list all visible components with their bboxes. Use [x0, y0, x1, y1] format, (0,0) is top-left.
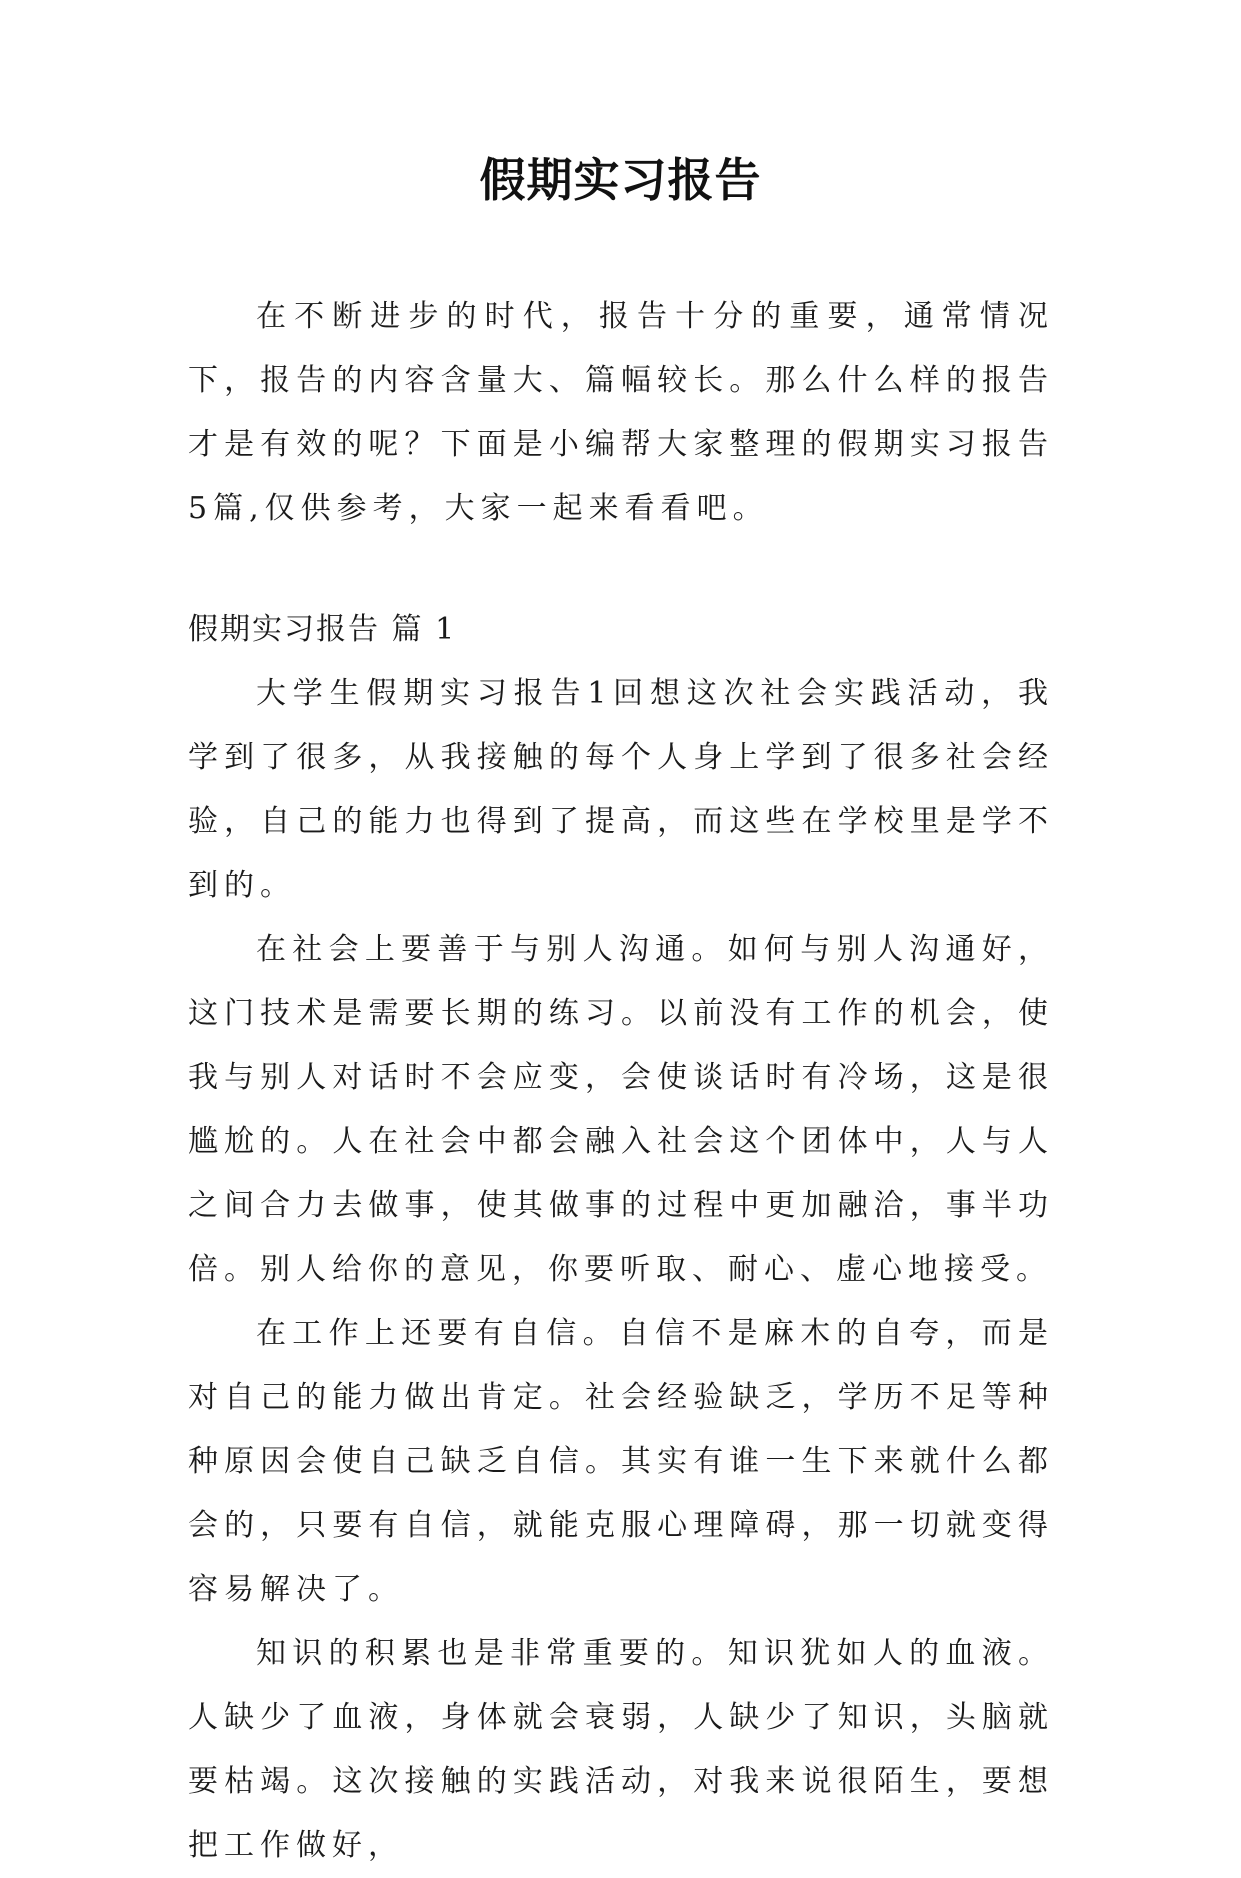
body-paragraph: 大学生假期实习报告1回想这次社会实践活动，我学到了很多，从我接触的每个人身上学到了很多社会经验，自己的能力也得到了提高，而这些在学校里是学不到的。: [188, 676, 1054, 903]
body-paragraph: 在社会上要善于与别人沟通。如何与别人沟通好，这门技术是需要长期的练习。以前没有工作的机会，使我与别人对话时不会应变，会使谈话时有冷场，这是很尴尬的。人在社会中都会融入社会这个团体中，人与人之间合力去做事，使其做事的过程中更加融洽，事半功倍。别人给你的意见，你要听取、耐心、虚心地接受。: [188, 932, 1054, 1287]
body-paragraph: 知识的积累也是非常重要的。知识犹如人的血液。人缺少了血液，身体就会衰弱，人缺少了知识，头脑就要枯竭。这次接触的实践活动，对我来说很陌生，要想把工作做好，: [188, 1636, 1054, 1863]
intro-paragraph: 在不断进步的时代，报告十分的重要，通常情况下，报告的内容含量大、篇幅较长。那么什么样的报告才是有效的呢？下面是小编帮大家整理的假期实习报告5篇,仅供参考，大家一起来看看吧。: [188, 299, 1054, 526]
section-heading: 假期实习报告 篇 1: [188, 612, 457, 647]
document-body: [188, 285, 1054, 1878]
document-title: 假期实习报告: [479, 153, 762, 207]
body-paragraph: 在工作上还要有自信。自信不是麻木的自夸，而是对自己的能力做出肯定。社会经验缺乏，学历不足等种种原因会使自己缺乏自信。其实有谁一生下来就什么都会的，只要有自信，就能克服心理障碍，那一切就变得容易解决了。: [188, 1316, 1054, 1607]
